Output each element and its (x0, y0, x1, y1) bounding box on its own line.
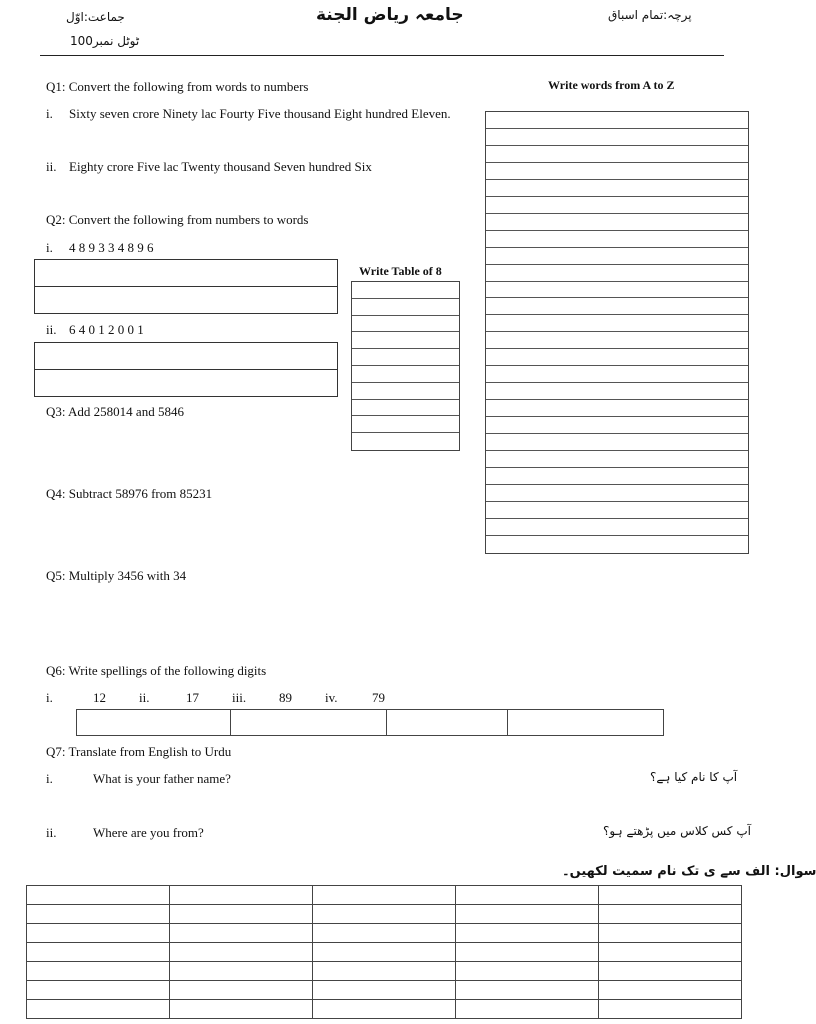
urdu-grid-cell[interactable] (313, 924, 456, 943)
urdu-grid-cell[interactable] (170, 1000, 313, 1019)
urdu-grid-cell[interactable] (456, 943, 599, 962)
q7-item-2-urdu: آپ کس کلاس میں پڑھتے ہو؟ (603, 824, 751, 838)
az-box-title: Write words from A to Z (548, 78, 675, 92)
q3-title: Q3: Add 258014 and 5846 (46, 404, 184, 419)
ruled-line[interactable] (486, 332, 748, 349)
q6-answer-row (76, 709, 664, 736)
ruled-line[interactable] (486, 282, 748, 299)
table8-writing-box[interactable] (351, 281, 460, 451)
ruled-line[interactable] (486, 417, 748, 434)
q6-answer-cell[interactable] (77, 710, 231, 736)
ruled-line[interactable] (352, 349, 459, 366)
q6-item-4-value: 79 (372, 690, 385, 705)
q6-answer-cell[interactable] (508, 710, 664, 736)
urdu-grid-cell[interactable] (599, 886, 742, 905)
ruled-line[interactable] (486, 383, 748, 400)
urdu-grid-cell[interactable] (313, 905, 456, 924)
urdu-grid-cell[interactable] (27, 886, 170, 905)
ruled-line[interactable] (352, 316, 459, 333)
q6-item-2-num: ii. (139, 690, 150, 705)
ruled-line[interactable] (486, 146, 748, 163)
paper-label: پرچہ:تمام اسباق (608, 8, 692, 22)
q1-item-1-text: Sixty seven crore Ninety lac Fourty Five thousand Eight hundred Eleven. (69, 106, 451, 121)
q2-answer-box-2a[interactable] (34, 342, 338, 370)
urdu-grid-cell[interactable] (27, 943, 170, 962)
ruled-line[interactable] (486, 451, 748, 468)
urdu-grid-cell[interactable] (599, 981, 742, 1000)
header-divider (40, 55, 724, 56)
urdu-question: سوال: الف سے ی تک نام سمیت لکھیں۔ (562, 864, 816, 879)
ruled-line[interactable] (486, 400, 748, 417)
class-label: جماعت:اوّل (66, 10, 125, 24)
q2-title: Q2: Convert the following from numbers to words (46, 212, 309, 227)
ruled-line[interactable] (486, 315, 748, 332)
ruled-line[interactable] (486, 214, 748, 231)
urdu-grid-cell[interactable] (313, 962, 456, 981)
ruled-line[interactable] (486, 163, 748, 180)
urdu-grid-cell[interactable] (313, 886, 456, 905)
school-name: جامعہ رياض الجنة (316, 5, 464, 25)
urdu-answer-grid (26, 885, 742, 1019)
ruled-line[interactable] (486, 468, 748, 485)
q7-title: Q7: Translate from English to Urdu (46, 744, 232, 759)
ruled-line[interactable] (352, 366, 459, 383)
ruled-line[interactable] (486, 231, 748, 248)
q6-title: Q6: Write spellings of the following digits (46, 663, 267, 678)
q6-item-4-num: iv. (325, 690, 338, 705)
urdu-grid-cell[interactable] (456, 981, 599, 1000)
q1-item-2-num: ii. (46, 159, 57, 174)
ruled-line[interactable] (486, 265, 748, 282)
ruled-line[interactable] (352, 400, 459, 417)
q1-title: Q1: Convert the following from words to numbers (46, 79, 309, 94)
urdu-grid-cell[interactable] (313, 981, 456, 1000)
urdu-grid-cell[interactable] (599, 924, 742, 943)
q5-title: Q5: Multiply 3456 with 34 (46, 568, 187, 583)
q6-answer-cell[interactable] (387, 710, 508, 736)
urdu-grid-cell[interactable] (313, 943, 456, 962)
q7-item-1-num: i. (46, 771, 53, 786)
q2-item-2-num: ii. (46, 322, 57, 337)
ruled-line[interactable] (486, 248, 748, 265)
q6-item-3-value: 89 (279, 690, 292, 705)
urdu-grid-cell[interactable] (170, 886, 313, 905)
urdu-grid-cell[interactable] (27, 981, 170, 1000)
ruled-line[interactable] (486, 298, 748, 315)
q6-item-3-num: iii. (232, 690, 247, 705)
urdu-grid-cell[interactable] (27, 962, 170, 981)
urdu-grid-cell[interactable] (170, 905, 313, 924)
urdu-grid-cell[interactable] (313, 1000, 456, 1019)
ruled-line[interactable] (486, 197, 748, 214)
urdu-grid-cell[interactable] (170, 962, 313, 981)
urdu-grid-cell[interactable] (170, 981, 313, 1000)
ruled-line[interactable] (486, 502, 748, 519)
ruled-line[interactable] (352, 282, 459, 299)
q6-item-1-num: i. (46, 690, 53, 705)
q6-item-2-value: 17 (186, 690, 199, 705)
urdu-grid-cell[interactable] (170, 924, 313, 943)
urdu-grid-cell[interactable] (599, 943, 742, 962)
q6-answer-cell[interactable] (231, 710, 387, 736)
ruled-line[interactable] (352, 332, 459, 349)
q7-item-2-num: ii. (46, 825, 57, 840)
q1-item-2-text: Eighty crore Five lac Twenty thousand Seven hundred Six (69, 159, 372, 174)
ruled-line[interactable] (352, 299, 459, 316)
ruled-line[interactable] (486, 485, 748, 502)
ruled-line[interactable] (486, 112, 748, 129)
ruled-line[interactable] (352, 383, 459, 400)
q4-title: Q4: Subtract 58976 from 85231 (46, 486, 213, 501)
ruled-line[interactable] (486, 180, 748, 197)
ruled-line[interactable] (486, 434, 748, 451)
urdu-grid-cell[interactable] (456, 924, 599, 943)
ruled-line[interactable] (486, 519, 748, 536)
urdu-grid-cell[interactable] (170, 943, 313, 962)
q7-item-1-urdu: آپ کا نام کیا ہے؟ (650, 770, 738, 784)
urdu-grid-cell[interactable] (599, 905, 742, 924)
q2-answer-box-1b[interactable] (34, 286, 338, 314)
ruled-line[interactable] (486, 349, 748, 366)
urdu-grid-cell[interactable] (456, 1000, 599, 1019)
ruled-line[interactable] (486, 366, 748, 383)
urdu-grid-cell[interactable] (27, 1000, 170, 1019)
q2-answer-box-2b[interactable] (34, 369, 338, 397)
total-marks-label: ٹوٹل نمبر100 (70, 34, 140, 48)
urdu-grid-cell[interactable] (599, 1000, 742, 1019)
q2-item-2-text: 6 4 0 1 2 0 0 1 (69, 322, 144, 337)
q7-item-1-english: What is your father name? (93, 771, 231, 786)
q2-item-1-num: i. (46, 240, 53, 255)
az-writing-box[interactable] (485, 111, 749, 554)
q2-answer-box-1a[interactable] (34, 259, 338, 287)
urdu-grid-cell[interactable] (456, 962, 599, 981)
urdu-grid-cell[interactable] (599, 962, 742, 981)
q1-item-1-num: i. (46, 106, 53, 121)
ruled-line[interactable] (352, 416, 459, 433)
ruled-line[interactable] (486, 536, 748, 553)
urdu-grid-cell[interactable] (456, 886, 599, 905)
urdu-grid-cell[interactable] (27, 924, 170, 943)
q2-item-1-text: 4 8 9 3 3 4 8 9 6 (69, 240, 154, 255)
ruled-line[interactable] (352, 433, 459, 450)
ruled-line[interactable] (486, 129, 748, 146)
urdu-grid-cell[interactable] (456, 905, 599, 924)
q6-item-1-value: 12 (93, 690, 106, 705)
table8-title: Write Table of 8 (359, 264, 442, 278)
q7-item-2-english: Where are you from? (93, 825, 204, 840)
urdu-grid-cell[interactable] (27, 905, 170, 924)
